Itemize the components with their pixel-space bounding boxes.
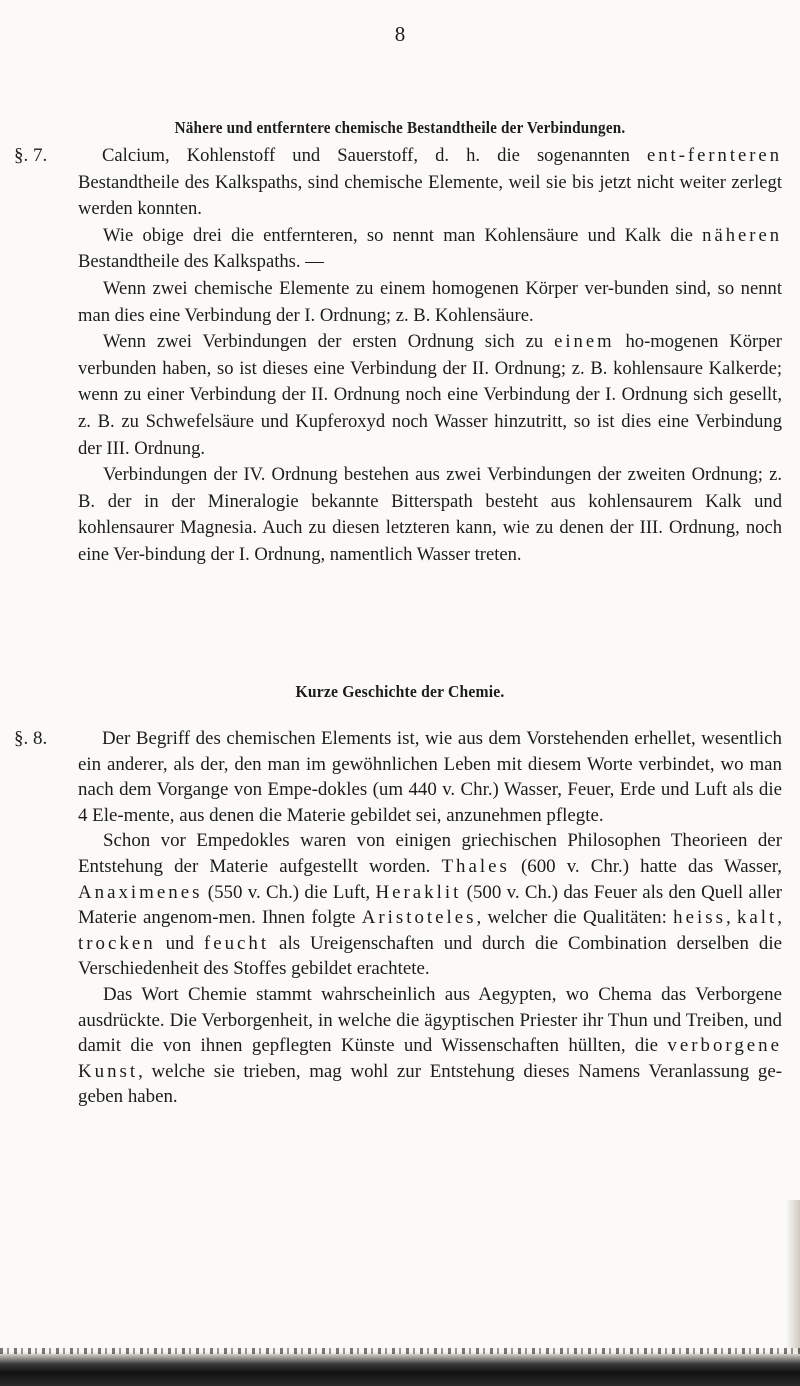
spaced-term: feucht xyxy=(203,932,270,954)
section-heading-history: Kurze Geschichte der Chemie. xyxy=(295,682,505,701)
paragraph xyxy=(78,329,782,462)
text-run: Schon vor Empedokles waren von einigen griechischen Philosophen Theorieen der Entstehung der Materie aufgestellt worden. xyxy=(78,830,782,877)
text-run: Calcium, Kohlenstoff und Sauerstoff, d. h. die sogenannten xyxy=(102,145,647,166)
spaced-term: verborgene Kunst xyxy=(78,1035,782,1082)
scan-bottom-edge xyxy=(0,1352,800,1386)
section-8-label: §. 8. xyxy=(14,728,48,749)
section-7 xyxy=(14,143,782,569)
paragraph xyxy=(78,223,782,276)
page-edge-shadow xyxy=(786,1200,800,1360)
text-run: Bestandtheile des Kalkspaths, sind chemische Elemente, weil sie bis jetzt nicht weiter zerlegt werden konnten. xyxy=(78,171,782,220)
text-run: (600 v. Chr.) hatte das Wasser, xyxy=(509,855,782,877)
spaced-term: ent-fernteren xyxy=(646,145,782,166)
text-run: Wie obige drei die entfernteren, so nennt man Kohlensäure und Kalk die xyxy=(103,224,703,246)
spaced-name: Thales xyxy=(441,855,510,877)
paragraph xyxy=(78,143,782,223)
spaced-name: Anaximenes xyxy=(78,881,203,903)
paragraph xyxy=(78,828,782,982)
text-run: ho-mogenen Körper verbunden haben, so ist dieses eine Verbindung der II. Ordnung; z. B. kohlensaure Kalkerde; wenn zu einer Verbindung der II. Ordnung noch eine Verbindung der I. Ordnung sich gesellt, z. B. zu Schwefelsäure und Kupferoxyd noch Wasser hinzutritt, so ist dies eine Verbindung der III. Ordnung. xyxy=(78,331,782,459)
text-run: als Ureigenschaften und durch die Combination derselben die Verschiedenheit des Stoffes gebildet erachtete. xyxy=(78,932,783,980)
spaced-term: heiss xyxy=(673,907,726,929)
text-run: Bestandtheile des Kalkspaths. — xyxy=(78,251,324,273)
section-7-label: §. 7. xyxy=(14,145,48,166)
paragraph xyxy=(78,982,782,1110)
paragraph: Verbindungen der IV. Ordnung bestehen aus zwei Verbindungen der zweiten Ordnung; z. B. der in der Mineralogie bekannte Bitterspath besteht aus kohlensaurem Kalk und kohlensaurer Magnesia. Auch zu diesen letzteren kann, wie zu denen der III. Ordnung, noch eine Ver-bindung der I. Ordnung, namentlich Wasser treten. xyxy=(78,464,782,565)
text-run: Wenn zwei Verbindungen der ersten Ordnung sich zu xyxy=(103,331,555,353)
section-8 xyxy=(14,726,783,1110)
text-run: , welcher die Qualitäten: xyxy=(476,907,674,929)
text-run: (550 v. Ch.) die Luft, xyxy=(202,881,376,903)
text-run: , welche sie trieben, mag wohl zur Entstehung dieses Namens Veranlassung ge-geben haben. xyxy=(78,1060,782,1108)
spaced-term: trocken xyxy=(78,932,156,954)
page-number: 8 xyxy=(394,22,406,46)
spaced-term: kalt xyxy=(736,907,778,929)
text-run: , xyxy=(725,907,737,929)
paragraph: Der Begriff des chemischen Elements ist, wie aus dem Vorstehenden erhellet, wesentlich ein anderer, als der, den man im gewöhnlichen Leben mit diesem Worte verbindet, wo man nach dem Vorgange von Empe-dokles (um 440 v. Chr.) Wasser, Feuer, Erde und Luft als die 4 Ele-mente, aus denen die Materie gebildet sei, anzunehmen pflegte. xyxy=(78,728,782,826)
spaced-name: Aristoteles xyxy=(361,907,477,929)
text-run: , xyxy=(777,907,783,929)
spaced-name: Heraklit xyxy=(375,881,462,903)
text-run: und xyxy=(155,932,204,954)
spaced-term: näheren xyxy=(702,224,782,246)
text-run: (500 v. Ch.) das Feuer als den Quell aller Materie angenom-men. Ihnen folgte xyxy=(78,881,783,929)
spaced-term: einem xyxy=(554,331,615,353)
section-heading-components: Nähere und entferntere chemische Bestandtheile der Verbindungen. xyxy=(174,118,626,137)
text-run: Das Wort Chemie stammt wahrscheinlich aus Aegypten, wo Chema das Verborgene ausdrückte. Die Verborgenheit, in welche die ägyptischen Priester ihr Thun und Treiben, und damit die von ihnen gepflegten Künste und Wissenschaften hüllten, die xyxy=(78,983,782,1057)
paragraph: Wenn zwei chemische Elemente zu einem homogenen Körper ver-bunden sind, so nennt man dies eine Verbindung der I. Ordnung; z. B. Kohlensäure. xyxy=(78,277,782,326)
